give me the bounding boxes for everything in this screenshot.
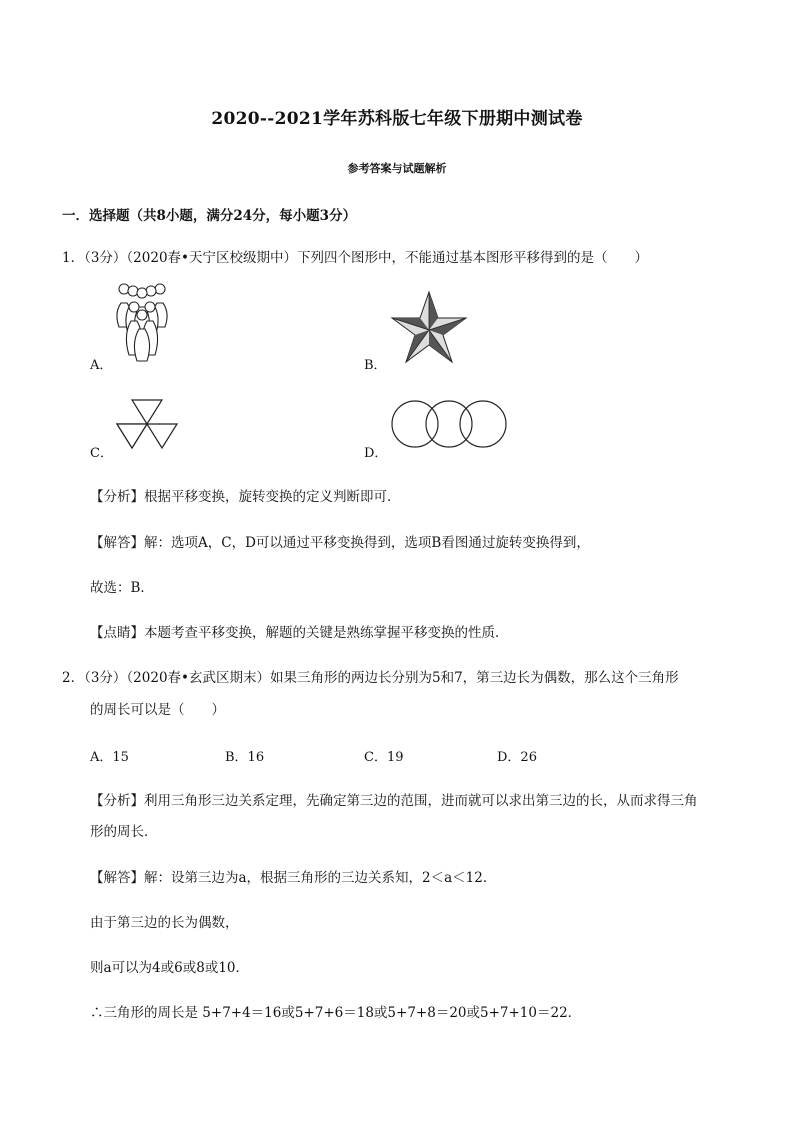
page-title: 2020--2021学年苏科版七年级下册期中测试卷 <box>211 109 583 129</box>
q1-option-a-label: A． <box>90 358 113 373</box>
q2-option-d: D．26 <box>497 750 537 765</box>
q2-option-a: A．15 <box>90 750 129 765</box>
q1-option-b-label: B． <box>364 358 387 373</box>
q2-solution-line3: 则a可以为4或6或8或10． <box>90 960 249 976</box>
q1-option-c-label: C． <box>90 446 113 461</box>
page-subtitle: 参考答案与试题解析 <box>347 162 447 175</box>
q1-option-d-figure <box>390 398 508 450</box>
q2-solution-line1: 【解答】解：设第三边为a，根据三角形的三边关系知，2＜a＜12． <box>90 870 497 886</box>
q1-answer: 故选：B． <box>90 580 154 596</box>
q2-solution-line4: ∴三角形的周长是 5+7+4＝16或5+7+6＝18或5+7+8＝20或5+7+10＝22． <box>90 1005 582 1021</box>
section-heading: 一．选择题（共8小题，满分24分，每小题3分） <box>62 208 357 224</box>
q1-comment: 【点睛】本题考查平移变换，解题的关键是熟练掌握平移变换的性质． <box>90 625 509 641</box>
q2-option-b: B．16 <box>225 750 265 765</box>
q1-solution: 【解答】解：选项A，C，D可以通过平移变换得到，选项B看图通过旋转变换得到， <box>90 535 590 551</box>
q2-option-c: C．19 <box>364 750 404 765</box>
q2-stem-line1: 2．（3分）（2020春•玄武区期末）如果三角形的两边长分别为5和7，第三边长为偶数，那么这个三角形 <box>62 670 679 686</box>
q2-solution-line2: 由于第三边的长为偶数， <box>90 915 239 931</box>
q1-option-d-label: D． <box>364 446 388 461</box>
q2-analysis-line1: 【分析】利用三角形三边关系定理，先确定第三边的范围，进而就可以求出第三边的长，从而求得三角 <box>90 793 698 809</box>
q1-option-a-figure <box>112 290 176 362</box>
q1-stem: 1．（3分）（2020春•天宁区校级期中）下列四个图形中，不能通过基本图形平移得到的是（ ） <box>62 250 648 266</box>
q1-option-b-figure <box>390 290 468 364</box>
q2-analysis-line2: 形的周长． <box>90 824 158 840</box>
q1-analysis: 【分析】根据平移变换，旋转变换的定义判断即可． <box>90 489 401 505</box>
q2-stem-line2: 的周长可以是（ ） <box>90 702 225 718</box>
q1-option-c-figure <box>114 398 180 450</box>
